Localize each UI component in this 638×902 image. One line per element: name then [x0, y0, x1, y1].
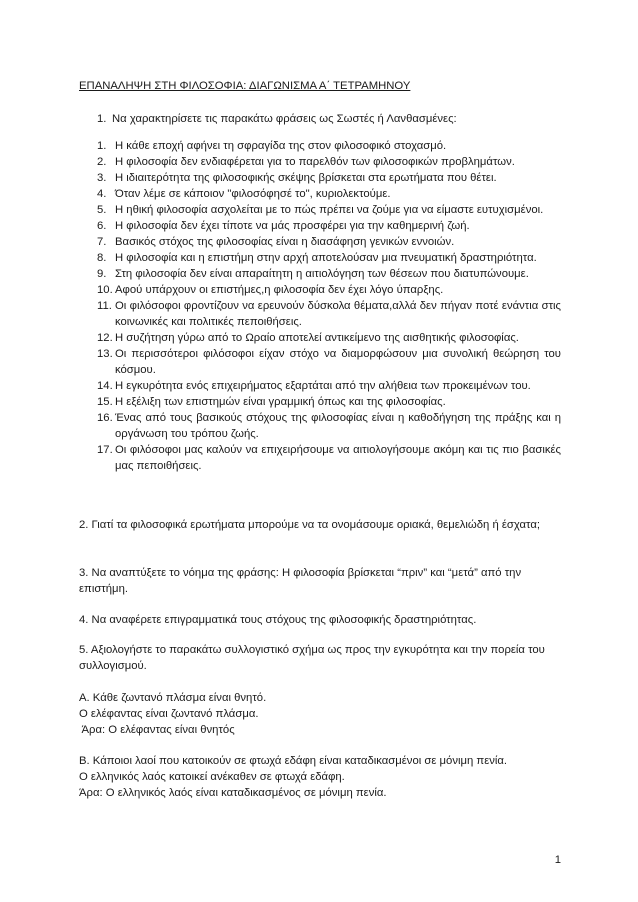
syllogism-a-premise-1: Α. Κάθε ζωντανό πλάσμα είναι θνητό. [79, 692, 267, 704]
list-item [97, 234, 561, 250]
list-item-text: Η φιλοσοφία και η επιστήμη στην αρχή αποτελούσαν μια πνευματική δραστηριότητα. [115, 252, 537, 264]
syllogism-b-premise-2: Ο ελληνικός λαός κατοικεί ανέκαθεν σε φτωχά εδάφη. [79, 771, 345, 783]
list-item-number: 8. [97, 252, 107, 264]
list-item-number: 16. [97, 412, 113, 424]
list-item [97, 170, 561, 186]
syllogism-b-premise-1: Β. Κάποιοι λαοί που κατοικούν σε φτωχά εδάφη είναι καταδικασμένοι σε μόνιμη πενία. [79, 755, 508, 767]
syllogism-a-premise-2: Ο ελέφαντας είναι ζωντανό πλάσμα. [79, 708, 259, 720]
list-item-number: 11. [97, 300, 112, 312]
list-item-number: 14. [97, 380, 113, 392]
list-item-text: Η φιλοσοφία δεν ενδιαφέρεται για το παρελθόν των φιλοσοφικών προβλημάτων. [115, 156, 515, 168]
list-item-number: 1. [97, 140, 107, 152]
list-item-text: Η φιλοσοφία δεν έχει τίποτε να μάς προσφέρει για την καθημερινή ζωή. [115, 220, 470, 232]
list-item [97, 186, 561, 202]
page-number: 1 [554, 854, 561, 866]
list-item-text: Η συζήτηση γύρω από το Ωραίο αποτελεί αντικείμενο της αισθητικής φιλοσοφίας. [115, 332, 519, 344]
list-item-number: 4. [97, 188, 107, 200]
list-item [97, 154, 561, 170]
list-item-text: Οι φιλόσοφοι μας καλούν να επιχειρήσουμε να αιτιολογήσουμε ακόμη και τις πιο βασικές μας πεποιθήσεις. [115, 444, 561, 472]
syllogism-a-conclusion: Άρα: Ο ελέφαντας είναι θνητός [79, 724, 235, 736]
list-item-number: 15. [97, 396, 113, 408]
list-item-number: 6. [97, 220, 107, 232]
question-1-text: Να χαρακτηρίσετε τις παρακάτω φράσεις ως Σωστές ή Λανθασμένες: [112, 113, 457, 125]
question-3: 3. Να αναπτύξετε το νόημα της φράσης: Η φιλοσοφία βρίσκεται “πριν” και “μετά” από την επιστήμη. [79, 567, 522, 595]
list-item-number: 17. [97, 444, 113, 456]
list-item [97, 298, 561, 330]
list-item-text: Η εξέλιξη των επιστημών είναι γραμμική όπως και της φιλοσοφίας. [115, 396, 446, 408]
list-item-text: Η εγκυρότητα ενός επιχειρήματος εξαρτάται από την αλήθεια των προκειμένων του. [115, 380, 531, 392]
statements-list [97, 138, 561, 474]
syllogism-b-conclusion: Άρα: Ο ελληνικός λαός είναι καταδικασμένος σε μόνιμη πενία. [79, 787, 387, 799]
list-item-number: 10. [97, 284, 113, 296]
list-item-text: Στη φιλοσοφία δεν είναι απαραίτητη η αιτιολόγηση των θέσεων που διατυπώνουμε. [115, 268, 529, 280]
list-item [97, 138, 561, 154]
list-item [97, 394, 561, 410]
list-item-number: 3. [97, 172, 107, 184]
list-item [97, 378, 561, 394]
list-item-text: Η ηθική φιλοσοφία ασχολείται με το πώς πρέπει να ζούμε για να είμαστε ευτυχισμένοι. [115, 204, 544, 216]
list-item [97, 266, 561, 282]
list-item-number: 7. [97, 236, 107, 248]
list-item-text: Οι φιλόσοφοι φροντίζουν να ερευνούν δύσκολα θέματα,αλλά δεν πήγαν ποτέ ενάντια στις κοινωνικές και πολιτικές πεποιθήσεις. [115, 300, 561, 328]
list-item-number: 9. [97, 268, 107, 280]
list-item-number: 2. [97, 156, 107, 168]
list-item [97, 410, 561, 442]
list-item-number: 5. [97, 204, 107, 216]
list-item-text: Η κάθε εποχή αφήνει τη σφραγίδα της στον φιλοσοφικό στοχασμό. [115, 140, 447, 152]
list-item-number: 13. [97, 348, 113, 360]
list-item [97, 330, 561, 346]
list-item-text: Βασικός στόχος της φιλοσοφίας είναι η διασάφηση γενικών εννοιών. [115, 236, 455, 248]
list-item-text: Όταν λέμε σε κάποιον "φιλοσόφησέ το", κυριολεκτούμε. [115, 188, 391, 200]
question-5: 5. Αξιολογήστε το παρακάτω συλλογιστικό σχήμα ως προς την εγκυρότητα και την πορεία του συλλογισμού. [79, 644, 545, 672]
question-1-number: 1. [97, 113, 107, 125]
question-4: 4. Να αναφέρετε επιγραμματικά τους στόχους της φιλοσοφικής δραστηριότητας. [79, 614, 477, 626]
list-item-text: Οι περισσότεροι φιλόσοφοι είχαν στόχο να διαμορφώσουν μια συνολική θεώρηση του κόσμου. [115, 348, 561, 376]
list-item-text: Η ιδιαιτερότητα της φιλοσοφικής σκέψης βρίσκεται στα ερωτήματα που θέτει. [115, 172, 497, 184]
list-item [97, 282, 561, 298]
page-title: ΕΠΑΝΑΛΗΨΗ ΣΤΗ ΦΙΛΟΣΟΦΙΑ: ΔΙΑΓΩΝΙΣΜΑ Α΄ ΤΕΤΡΑΜΗΝΟΥ [79, 80, 411, 92]
list-item [97, 218, 561, 234]
list-item [97, 346, 561, 378]
list-item-text: Αφού υπάρχουν οι επιστήμες,η φιλοσοφία δεν έχει λόγο ύπαρξης. [115, 284, 444, 296]
list-item [97, 202, 561, 218]
list-item-number: 12. [97, 332, 113, 344]
list-item [97, 250, 561, 266]
list-item-text: Ένας από τους βασικούς στόχους της φιλοσοφίας είναι η καθοδήγηση της πράξης και η οργάνωση του τρόπου ζωής. [115, 412, 561, 440]
question-2: 2. Γιατί τα φιλοσοφικά ερωτήματα μπορούμε να τα ονομάσουμε οριακά, θεμελιώδη ή έσχατα; [79, 519, 541, 531]
list-item [97, 442, 561, 474]
